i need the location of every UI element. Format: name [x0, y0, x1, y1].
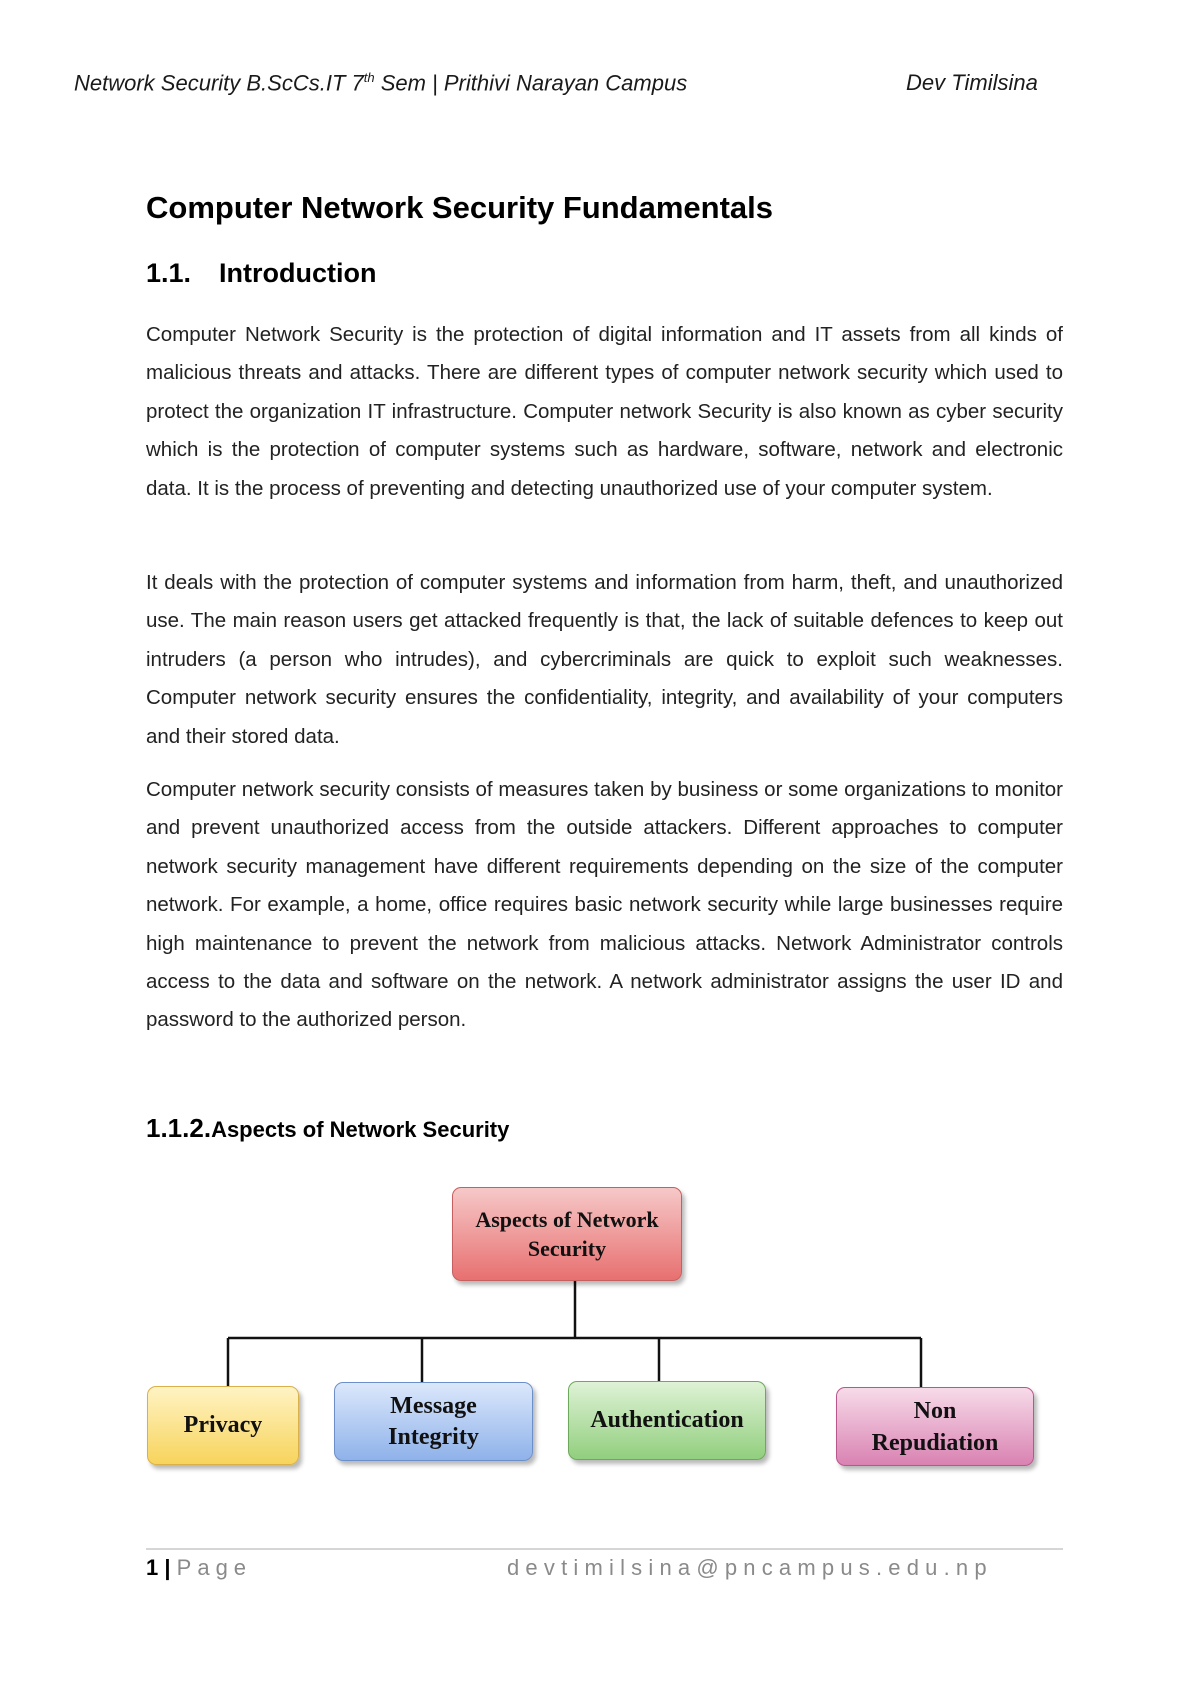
- node-privacy-label: Privacy: [183, 1412, 263, 1438]
- footer-divider: [146, 1548, 1063, 1550]
- node-nonrep-line2: Repudiation: [871, 1429, 999, 1456]
- diagram-node-message-integrity: [334, 1382, 533, 1461]
- page-separator: |: [164, 1555, 171, 1580]
- header-campus-text: Sem | Prithivi Narayan Campus: [374, 70, 688, 96]
- section-heading: [146, 258, 376, 289]
- page-footer: [146, 1555, 1063, 1585]
- footer-email: devtimilsina@pncampus.edu.np: [507, 1555, 993, 1580]
- body-paragraph: It deals with the protection of computer systems and information from harm, theft, and unauthorized use. The main reason users get attacked frequently is that, the lack of suitable defences to keep out intruders (a person who intrudes), and cybercriminals are quick to exploit such weaknesses. Computer network security ensures the confidentiality, integrity, and availability of your computers and their stored data.: [146, 571, 1063, 748]
- diagram-node-authentication: [568, 1381, 766, 1460]
- subsection-title: Aspects of Network Security: [211, 1117, 510, 1142]
- node-integrity-line2: Integrity: [388, 1423, 479, 1450]
- page-label: Page: [176, 1555, 253, 1580]
- section-number: 1.1.: [146, 258, 192, 288]
- document-title: Computer Network Security Fundamentals: [146, 190, 774, 225]
- diagram-root-node: [452, 1187, 682, 1281]
- root-node-line1: Aspects of Network: [475, 1207, 659, 1232]
- node-nonrep-line1: Non: [913, 1397, 957, 1424]
- root-node-line2: Security: [527, 1236, 607, 1261]
- header-course-text: Network Security B.ScCs.IT 7: [74, 70, 364, 96]
- diagram-node-privacy: [147, 1386, 299, 1465]
- subsection-heading: [146, 1113, 509, 1144]
- header-superscript: th: [363, 70, 375, 85]
- section-title: Introduction: [219, 258, 377, 288]
- diagram-node-non-repudiation: [836, 1387, 1034, 1466]
- node-authentication-label: Authentication: [590, 1407, 744, 1433]
- subsection-number: 1.1.2.: [146, 1113, 212, 1143]
- body-paragraph: Computer Network Security is the protection of digital information and IT assets from all kinds of malicious threats and attacks. There are different types of computer network security which used to protect the organization IT infrastructure. Computer network Security is also known as cyber security which is the protection of computer systems such as hardware, software, network and electronic data. It is the process of preventing and detecting unauthorized use of your computer system.: [146, 323, 1063, 500]
- page-header: [74, 70, 1054, 100]
- page-number: 1: [146, 1555, 159, 1580]
- header-author: Dev Timilsina: [906, 70, 1038, 95]
- header-course-info: [74, 70, 687, 96]
- node-integrity-line1: Message: [390, 1392, 477, 1419]
- body-paragraph: Computer network security consists of measures taken by business or some organizations to monitor and prevent unauthorized access from the outside attackers. Different approaches to computer network security management have different requirements depending on the size of the computer network. For example, a home, office requires basic network security while large businesses require high maintenance to prevent the network from malicious attacks. Network Administrator controls access to the data and software on the network. A network administrator assigns the user ID and password to the authorized person.: [146, 778, 1063, 1032]
